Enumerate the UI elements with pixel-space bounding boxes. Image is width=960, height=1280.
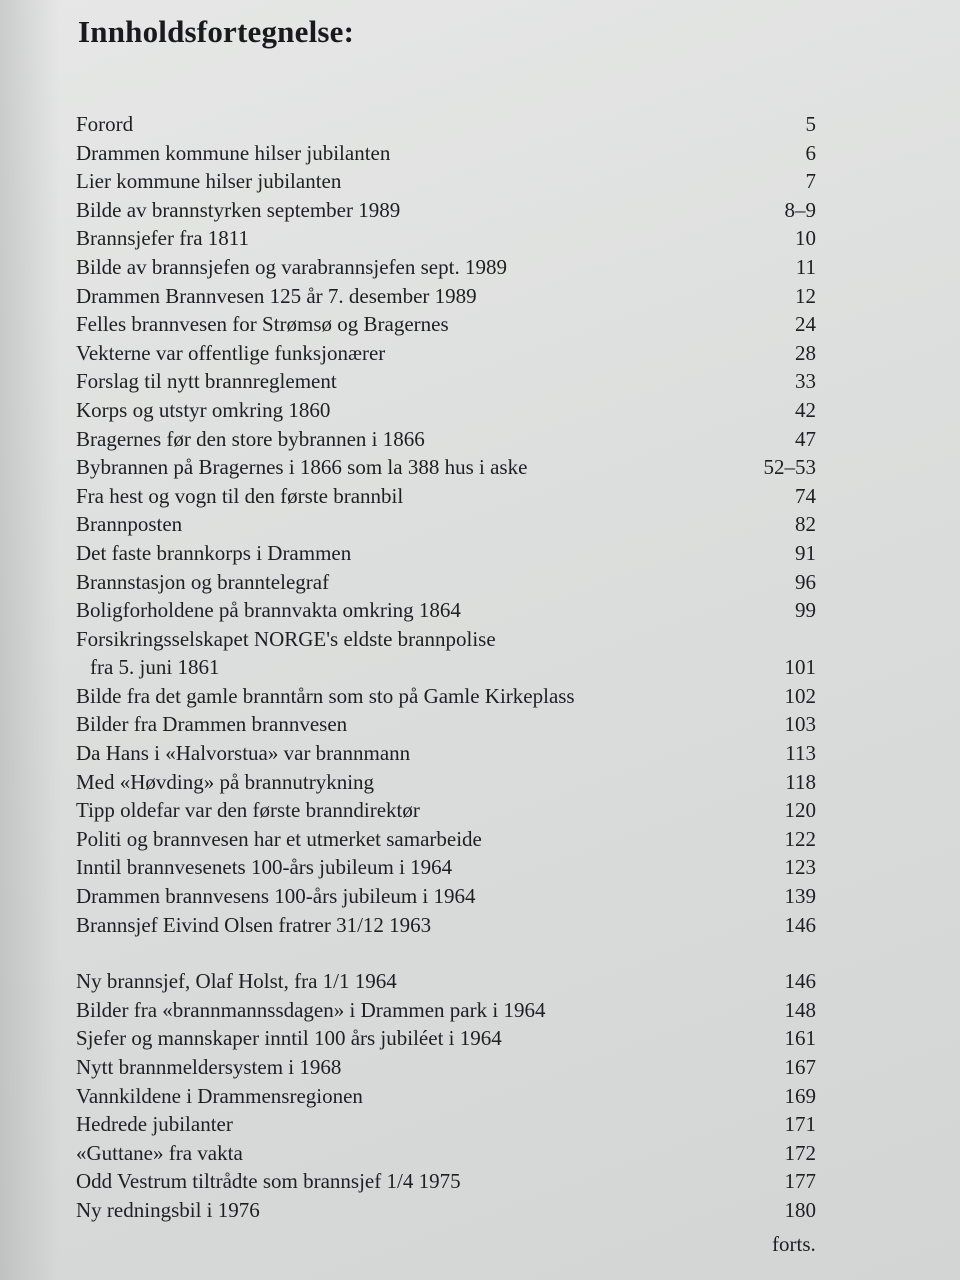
toc-entry-page: 47: [795, 426, 816, 451]
toc-entry: [76, 396, 826, 425]
toc-entry: [76, 196, 826, 225]
toc-section-1: [76, 110, 826, 939]
toc-entry-title: Bilder fra «brannmannssdagen» i Drammen park i 1964: [76, 997, 546, 1022]
toc-entry-page: 7: [805, 169, 816, 194]
toc-entry-page: 8–9: [784, 197, 816, 222]
toc-entry: [76, 710, 826, 739]
toc-entry-title: Bilde av brannsjefen og varabrannsjefen sept. 1989: [76, 254, 507, 279]
toc-entry-page: 102: [784, 683, 816, 708]
toc-entry-page: 99: [795, 598, 816, 623]
toc-entry: [76, 768, 826, 797]
toc-entry-page: 171: [784, 1112, 816, 1137]
toc-entry-page: 118: [785, 769, 816, 794]
toc-entry-title: Sjefer og mannskaper inntil 100 års jubiléet i 1964: [76, 1026, 502, 1051]
toc-entry-page: 146: [784, 912, 816, 937]
toc-entry-title: Bilde av brannstyrken september 1989: [76, 197, 401, 222]
toc-entry-page: 101: [784, 655, 816, 680]
toc-entry: [76, 682, 826, 711]
toc-entry-title: Korps og utstyr omkring 1860: [76, 397, 331, 422]
toc-entry-page: 169: [784, 1083, 816, 1108]
toc-entry: [76, 510, 826, 539]
toc-entry-title: Nytt brannmeldersystem i 1968: [76, 1055, 342, 1079]
toc-entry-title: Brannstasjon og branntelegraf: [76, 569, 330, 594]
toc-entry: [76, 825, 826, 854]
toc-entry-page: 24: [795, 312, 816, 337]
toc-entry: [76, 453, 826, 482]
toc-entry: [76, 1082, 826, 1111]
toc-entry-page: 10: [795, 226, 816, 251]
toc-entry-page: 91: [795, 540, 816, 565]
toc-entry-title: Fra hest og vogn til den første brannbil: [76, 483, 404, 508]
page-shadow: [0, 0, 60, 1280]
toc-entry-title: Felles brannvesen for Strømsø og Bragernes: [76, 312, 449, 337]
toc-entry-title: Brannsjef Eivind Olsen fratrer 31/12 1963: [76, 912, 432, 937]
toc-entry-page: 96: [795, 569, 816, 594]
toc-entry: [76, 911, 826, 940]
toc-entry-title: Brannsjefer fra 1811: [76, 226, 249, 251]
page-title: Innholdsfortegnelse:: [78, 14, 355, 49]
toc-entry: [76, 1024, 826, 1053]
toc-entry-page: 148: [784, 997, 816, 1022]
toc-entry: [76, 282, 826, 311]
table-of-contents: [76, 110, 826, 1225]
toc-entry-page: 11: [795, 254, 816, 279]
toc-entry: [76, 853, 826, 882]
toc-entry-title: Vannkildene i Drammensregionen: [76, 1083, 363, 1108]
toc-entry: [76, 539, 826, 568]
toc-entry-page: 6: [805, 140, 816, 165]
toc-entry-page: 123: [784, 855, 816, 880]
toc-entry: [76, 139, 826, 168]
toc-entry-page: 161: [784, 1026, 816, 1051]
toc-entry: [76, 796, 826, 825]
toc-entry-title: Politi og brannvesen har et utmerket samarbeide: [76, 826, 482, 851]
toc-entry-title: Ny redningsbil i 1976: [76, 1197, 260, 1222]
toc-entry-title: Boligforholdene på brannvakta omkring 1864: [76, 598, 461, 623]
toc-entry-page: 139: [784, 884, 816, 909]
toc-entry-title: Brannposten: [76, 512, 183, 537]
toc-entry: [76, 625, 826, 654]
toc-entry-page: 167: [784, 1055, 816, 1079]
toc-entry: [76, 1139, 826, 1168]
toc-entry-page: 146: [784, 969, 816, 994]
continued-note: forts.: [772, 1232, 816, 1256]
toc-entry: [76, 739, 826, 768]
toc-entry-page: 74: [795, 483, 816, 508]
toc-entry: [76, 339, 826, 368]
toc-entry-page: 28: [795, 340, 816, 365]
toc-entry: [76, 1110, 826, 1139]
toc-entry: [76, 1196, 826, 1225]
toc-entry: [76, 596, 826, 625]
toc-entry-page: 5: [805, 112, 816, 136]
toc-entry-title: Drammen brannvesens 100-års jubileum i 1964: [76, 884, 476, 909]
toc-entry-title: Bybrannen på Bragernes i 1866 som la 388 hus i aske: [76, 455, 528, 480]
toc-entry-title: Med «Høvding» på brannutrykning: [76, 769, 375, 794]
toc-entry-title: Hedrede jubilanter: [76, 1112, 233, 1137]
section-gap: [76, 939, 826, 967]
toc-entry-title: Ny brannsjef, Olaf Holst, fra 1/1 1964: [76, 969, 397, 994]
toc-entry: [76, 996, 826, 1025]
toc-entry-title: Bilder fra Drammen brannvesen: [76, 712, 348, 737]
toc-entry: [76, 167, 826, 196]
toc-entry: [76, 367, 826, 396]
toc-entry: [76, 482, 826, 511]
toc-entry-title: Bilde fra det gamle branntårn som sto på Gamle Kirkeplass: [76, 683, 575, 708]
toc-entry-title: Forsikringsselskapet NORGE's eldste brannpolise: [76, 626, 496, 651]
toc-entry-page: 103: [784, 712, 816, 737]
toc-entry: [76, 425, 826, 454]
toc-entry-page: 82: [795, 512, 816, 537]
toc-entry-page: 33: [795, 369, 816, 394]
toc-entry-title: Lier kommune hilser jubilanten: [76, 169, 342, 194]
toc-entry: [76, 882, 826, 911]
toc-entry: [76, 1167, 826, 1196]
toc-entry: [76, 224, 826, 253]
toc-entry-title: Da Hans i «Halvorstua» var brannmann: [76, 741, 411, 766]
toc-entry-page: 42: [795, 397, 816, 422]
toc-entry-title: Odd Vestrum tiltrådte som brannsjef 1/4 1975: [76, 1169, 461, 1194]
toc-entry-page: 122: [784, 826, 816, 851]
toc-entry-page: 177: [784, 1169, 816, 1194]
toc-entry-title: Forord: [76, 112, 134, 136]
toc-entry: [76, 253, 826, 282]
toc-entry-page: 113: [785, 741, 816, 766]
toc-entry: [76, 310, 826, 339]
toc-entry: [76, 110, 826, 139]
toc-entry-title: Vekterne var offentlige funksjonærer: [76, 340, 386, 365]
toc-entry-title: Drammen Brannvesen 125 år 7. desember 1989: [76, 283, 477, 308]
toc-entry-page: 12: [795, 283, 816, 308]
toc-entry: [76, 568, 826, 597]
toc-entry-title: «Guttane» fra vakta: [76, 1140, 243, 1165]
toc-entry-title: Forslag til nytt brannreglement: [76, 369, 337, 394]
toc-entry-page: 172: [784, 1140, 816, 1165]
toc-entry: [76, 967, 826, 996]
toc-section-2: [76, 967, 826, 1224]
toc-entry-page: 180: [784, 1197, 816, 1222]
toc-entry-title: Tipp oldefar var den første branndirektør: [76, 798, 420, 823]
toc-entry-title: Bragernes før den store bybrannen i 1866: [76, 426, 425, 451]
toc-entry-title: Det faste brannkorps i Drammen: [76, 540, 352, 565]
toc-entry-page: 120: [784, 798, 816, 823]
toc-entry-title: Drammen kommune hilser jubilanten: [76, 140, 391, 165]
toc-entry-title: fra 5. juni 1861: [90, 655, 220, 680]
toc-entry-title: Inntil brannvesenets 100-års jubileum i 1964: [76, 855, 453, 880]
toc-entry: [76, 1053, 826, 1082]
toc-entry: [76, 653, 826, 682]
toc-entry-page: 52–53: [763, 455, 816, 480]
